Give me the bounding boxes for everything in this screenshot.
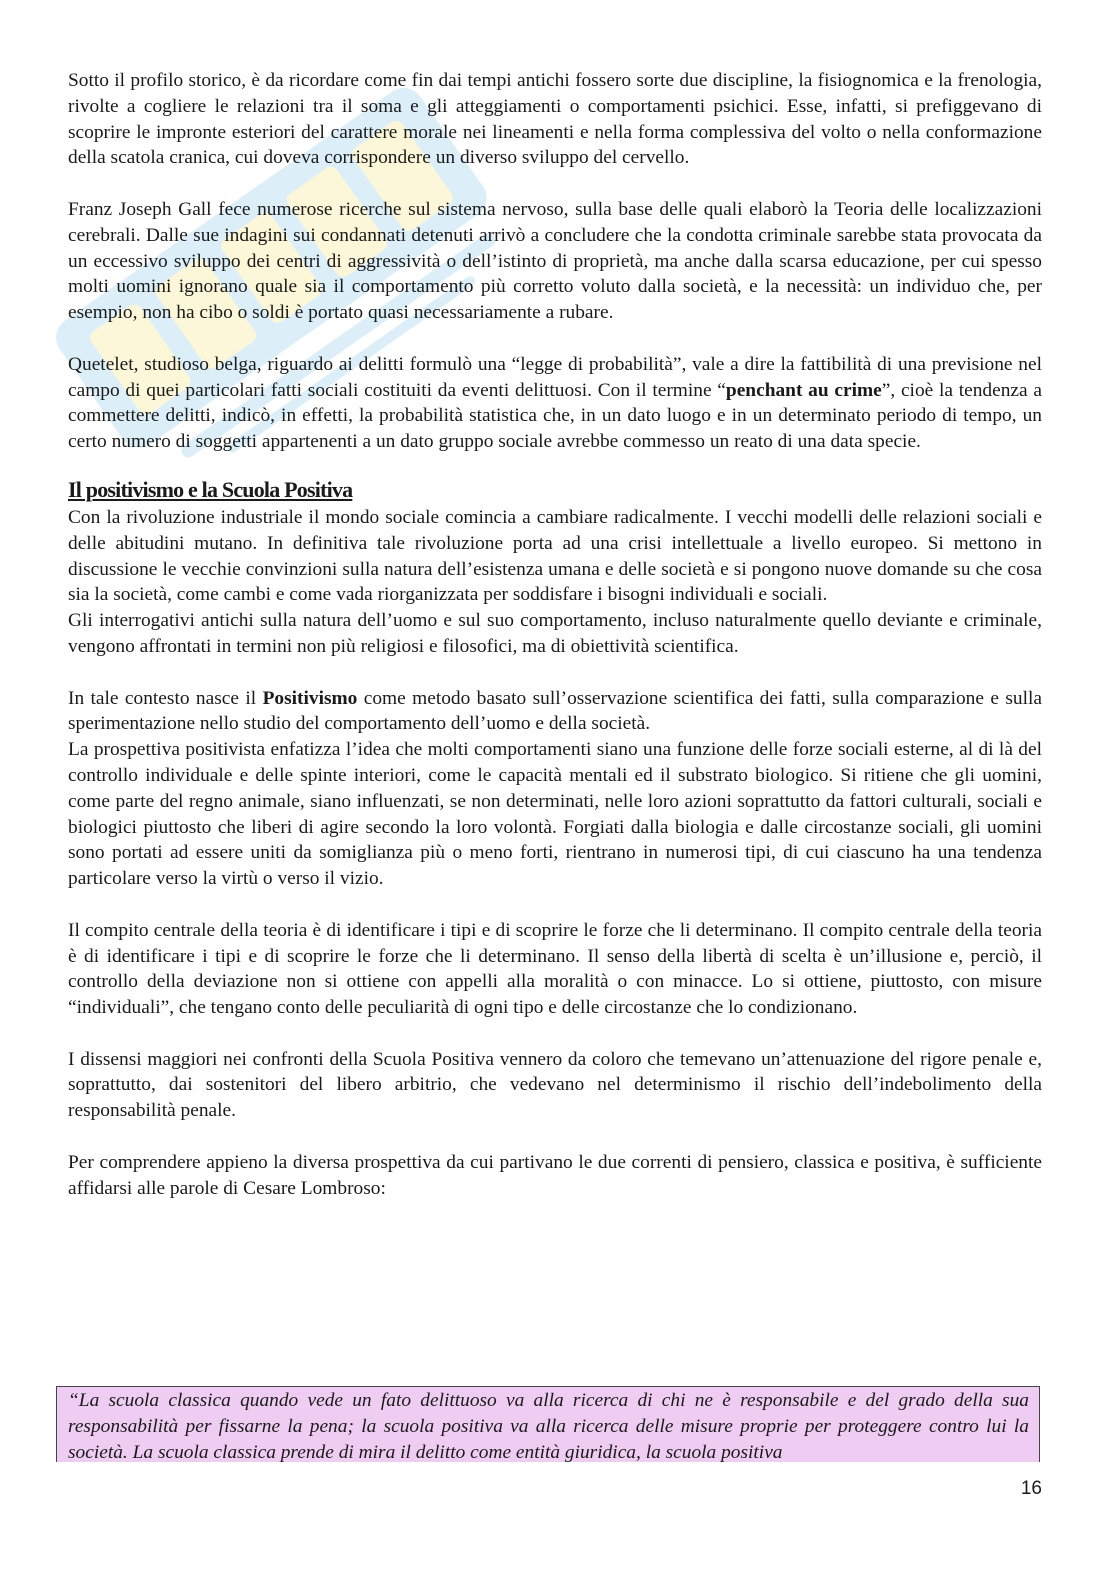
penchant-au-crime-term: penchant au crime xyxy=(725,379,882,401)
positivism-term: Positivismo xyxy=(262,687,358,709)
paragraph-dissent: I dissensi maggiori nei confronti della Scuola Positiva vennero da coloro che temevano un’attenuazione del rigore penale e, soprattutto, dai sostenitori del libero arbitrio, che vedevano nel determinismo il rischio dell’indebolimento della responsabilità penale. xyxy=(68,1048,1042,1122)
paragraph-positivist-perspective: La prospettiva positivista enfatizza l’idea che molti comportamenti siano una funzione delle forze sociali esterne, al di là del controllo individuale e delle spinte interiori, come le capacità mentali ed il substrato biologico. Si ritiene che gli uomini, come parte del regno animale, siano influenzati, se non determinati, nelle loro azioni soprattutto da fattori culturali, sociali e biologici piuttosto che liberi di agire secondo la loro volontà. Forgiati dalla biologia e dalle circostanze sociali, gli uomini sono portati ad essere uniti da somiglianza più o meno forti, rientrano in numerosi tipi, di cui ciascuno ha una tendenza particolare verso la virtù o verso il vizio. xyxy=(68,739,1042,890)
positivism-text-start: In tale contesto nasce il xyxy=(68,687,263,709)
paragraph-gall: Franz Joseph Gall fece numerose ricerche sul sistema nervoso, sulla base delle quali elaborò la Teoria delle localizzazioni cerebrali. Dalle sue indagini sui condannati detenuti arrivò a concludere che la condotta criminale sarebbe stata provocata da un eccessivo sviluppo dei centri di aggressività o dell’istinto di proprietà, ma anche dalla scarsa educazione, per cui spesso molti uomini ignorano quale sia il comportamento più corretto voluto dalla società, e la necessità: un individuo che, per esempio, non ha cibo o soldi è portato quasi necessariamente a rubare. xyxy=(68,198,1042,324)
page-number: 16 xyxy=(1020,1478,1042,1499)
quetelet-text-end: ”, cioè la tendenza a commettere delitti, indicò, in effetti, la probabilità statistica che, in un dato luogo e in un determinato periodo di tempo, un certo numero di soggetti appartenenti a un dato gruppo sociale avrebbe commesso un reato di una data specie. xyxy=(68,379,1042,453)
paragraph-central-task: Il compito centrale della teoria è di identificare i tipi e di scoprire le forze che li determinano. Il compito centrale della teoria è di identificare i tipi e di scoprire le forze che li determinano. Il senso della libertà di scelta è un’illusione e, perciò, il controllo della deviazione non si ottiene con appelli alla moralità o con minacce. Lo si ottiene, piuttosto, con misure “individuali”, che tengano conto delle peculiarità di ogni tipo e delle circostanze che lo condizionano. xyxy=(68,919,1042,1019)
lombroso-quote-box xyxy=(56,1386,1040,1462)
paragraph-positivism xyxy=(68,686,1042,738)
paragraph-ancient-questions: Gli interrogativi antichi sulla natura dell’uomo e sul suo comportamento, incluso naturalmente quello deviante e criminale, vengono affrontati in termini non più religiosi e filosofici, ma di obiettività scientifica. xyxy=(68,610,1042,657)
lombroso-quote: “La scuola classica quando vede un fato delittuoso va alla ricerca di chi ne è responsabile e del grado della sua responsabilità per fissarne la pena; la scuola positiva va alla ricerca delle misure proprie per proteggere contro lui la società. La scuola classica prende di mira il delitto come entità giuridica, la scuola positiva xyxy=(68,1390,1029,1462)
paragraph-quetelet xyxy=(68,352,1042,455)
quetelet-text-start: Quetelet, studioso belga, riguardo ai delitti formulò una “legge di probabilità”, vale a dire la fattibilità di una previsione nel campo di quei particolari fatti sociali costituiti da eventi delittuosi. Con il termine “ xyxy=(68,353,1042,401)
paragraph-lombroso-intro: Per comprendere appieno la diversa prospettiva da cui partivano le due correnti di pensiero, classica e positiva, è sufficiente affidarsi alle parole di Cesare Lombroso: xyxy=(68,1151,1042,1199)
document-body xyxy=(68,68,1042,1201)
paragraph-physiognomy: Sotto il profilo storico, è da ricordare come fin dai tempi antichi fossero sorte due discipline, la fisiognomica e la frenologia, rivolte a cogliere le relazioni tra il soma e gli atteggiamenti o comportamenti psichici. Esse, infatti, si prefiggevano di scoprire le impronte esteriori del carattere morale nei lineamenti e nella forma complessiva del volto o nella conformazione della scatola cranica, cui doveva corrispondere un diverso sviluppo del cervello. xyxy=(68,70,1042,169)
positivism-text-end: come metodo basato sull’osservazione scientifica dei fatti, sulla comparazione e sulla sperimentazione nello studio del comportamento dell’uomo e della società. xyxy=(68,687,1042,735)
section-title: Il positivismo e la Scuola Positiva xyxy=(68,476,353,502)
paragraph-industrial-revolution: Con la rivoluzione industriale il mondo sociale comincia a cambiare radicalmente. I vecchi modelli delle relazioni sociali e delle abitudini mutano. In definitiva tale rivoluzione porta ad una crisi intellettuale a livello europeo. Si mettono in discussione le vecchie convinzioni sulla natura dell’esistenza umana e delle società e si pongono nuove domande su che cosa sia la società, come cambi e come vada riorganizzata per soddisfare i bisogni individuali e sociali. xyxy=(68,506,1042,606)
